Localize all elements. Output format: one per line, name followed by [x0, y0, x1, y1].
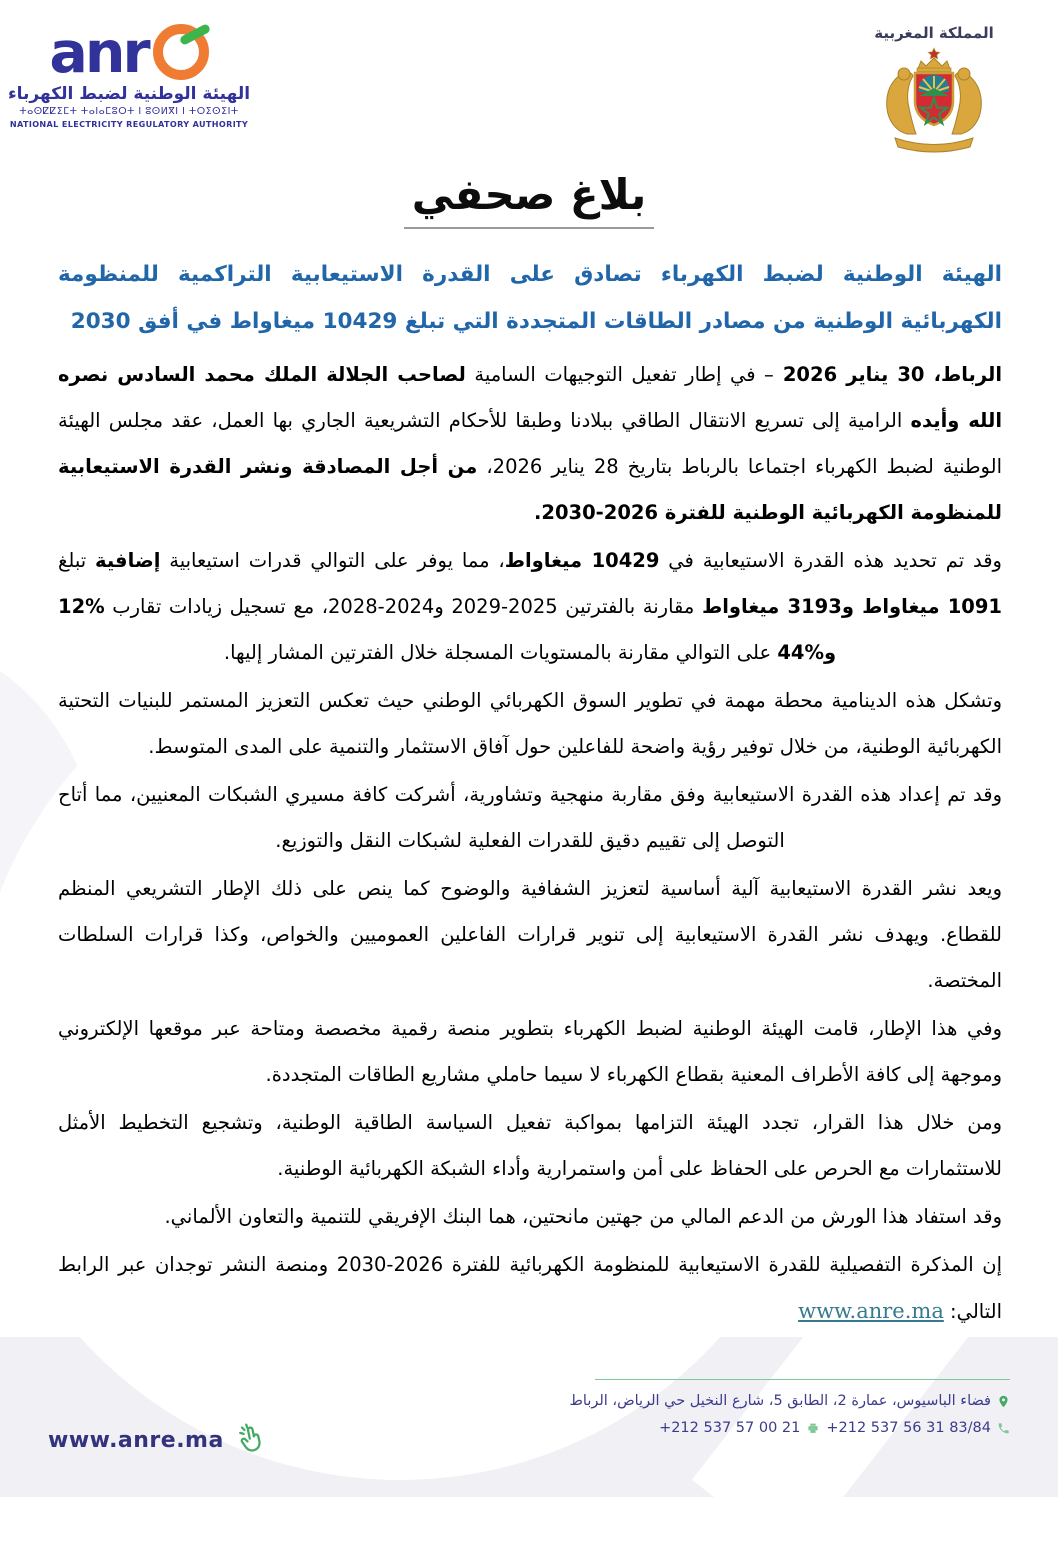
anre-e-power-icon	[153, 24, 209, 80]
paragraph: ومن خلال هذا القرار، تجدد الهيئة التزامها بمواكبة تفعيل السياسة الطاقية الوطنية، وتشجيع التخطيط الأمثل للاستثمارات مع الحرص على الحفاظ على أمن واستمرارية وأداء الشبكة الكهربائية الوطنية.	[58, 1110, 1002, 1180]
footer	[0, 1337, 1058, 1497]
paragraph: وقد استفاد هذا الورش من الدعم المالي من جهتين مانحتين، هما البنك الإفريقي للتنمية والتعاون الألماني.	[164, 1204, 1002, 1228]
paragraph: وقد تم تحديد هذه القدرة الاستيعابية في 10429 ميغاواط، مما يوفر على التوالي قدرات استيعابية إضافية تبلغ 1091 ميغاواط و3193 ميغاواط مقارنة بالفترتين 2025-2029 و2024-2028، مع تسجيل زيادات تقارب %12 و%44 على التوالي مقارنة بالمستويات المسجلة خلال الفترتين المشار إليها.	[58, 548, 1002, 664]
press-release-body	[58, 352, 1002, 1335]
anre-website-link[interactable]: www.anre.ma	[798, 1298, 944, 1323]
printer-icon	[806, 1422, 820, 1435]
footer-separator-line	[595, 1379, 1010, 1380]
title-wrap	[0, 170, 1058, 229]
page-title: بلاغ صحفي	[404, 170, 655, 229]
footer-address: فضاء الباسيوس، عمارة 2، الطابق 5، شارع النخيل حي الرياض، الرباط	[569, 1393, 991, 1409]
morocco-coat-of-arms-icon	[873, 46, 995, 154]
kingdom-block	[854, 24, 1014, 154]
footer-phone-number: +212 537 56 31 83/84	[826, 1419, 991, 1436]
paragraph: الرباط، 30 يناير 2026 – في إطار تفعيل التوجيهات السامية لصاحب الجلالة الملك محمد السادس نصره الله وأيده الرامية إلى تسريع الانتقال الطاقي ببلادنا وطبقا للأحكام التشريعية الجاري بها العمل، عقد مجلس الهيئة الوطنية لضبط الكهرباء اجتماعا بالرباط بتاريخ 28 يناير 2026، من أجل المصادقة ونشر القدرة الاستيعابية للمنظومة الكهربائية الوطنية للفترة 2026-2030.	[58, 362, 1003, 524]
anre-wordmark	[49, 20, 208, 86]
logo-english-name: NATIONAL ELECTRICITY REGULATORY AUTHORITY	[9, 119, 249, 129]
paragraph: وتشكل هذه الدينامية محطة مهمة في تطوير السوق الكهربائي الوطني حيث تعكس التعزيز المستمر للبنيات التحتية الكهربائية الوطنية، من خلال توفير رؤية واضحة للفاعلين حول آفاق الاستثمار والتنمية على المدى المتوسط.	[58, 688, 1002, 758]
phone-icon	[997, 1422, 1010, 1435]
footer-phone-row	[595, 1415, 1010, 1442]
footer-contact-block	[569, 1379, 1010, 1442]
paragraph: وقد تم إعداد هذه القدرة الاستيعابية وفق مقاربة منهجية وتشاورية، أشركت كافة مسيري الشبكات المعنيين، مما أتاح التوصل إلى تقييم دقيق للقدرات الفعلية لشبكات النقل والتوزيع.	[58, 782, 1002, 852]
footer-address-row	[569, 1388, 1010, 1415]
anre-wordmark-letters: anr	[49, 20, 148, 86]
logo-arabic-name: الهيئة الوطنية لضبط الكهرباء	[7, 84, 251, 104]
paragraph: وفي هذا الإطار، قامت الهيئة الوطنية لضبط الكهرباء بتطوير منصة رقمية مخصصة ومتاحة عبر موقعها الإلكتروني وموجهة إلى كافة الأطراف المعنية بقطاع الكهرباء لا سيما حاملي مشاريع الطاقات المتجددة.	[58, 1016, 1002, 1086]
paragraph: إن المذكرة التفصيلية للقدرة الاستيعابية للمنظومة الكهربائية للفترة 2026-2030 ومنصة النشر توجدان عبر الرابط التالي: www.anre.ma	[58, 1252, 1002, 1323]
location-pin-icon	[997, 1394, 1010, 1409]
anre-logo	[7, 20, 251, 129]
paragraph: ويعد نشر القدرة الاستيعابية آلية أساسية لتعزيز الشفافية والوضوح كما ينص على ذلك الإطار التشريعي المنظم للقطاع. ويهدف نشر القدرة الاستيعابية إلى تنوير قرارات الفاعلين العموميين والخواص، وكذا قرارات السلطات المختصة.	[58, 876, 1002, 992]
header	[0, 0, 1058, 154]
headline: الهيئة الوطنية لضبط الكهرباء تصادق على القدرة الاستيعابية التراكمية للمنظومة الكهربائية الوطنية من مصادر الطاقات المتجددة التي تبلغ 10429 ميغاواط في أفق 2030	[58, 262, 1002, 335]
footer-website	[48, 1421, 270, 1459]
footer-website-label: www.anre.ma	[48, 1427, 224, 1453]
hand-click-icon	[232, 1418, 273, 1462]
kingdom-of-morocco-label: المملكة المغربية	[874, 24, 994, 42]
logo-tifinagh-name: ⵜⴰⵙⵇⵇⵉⵎⵜ ⵜⴰⵏⴰⵎⵓⵔⵜ ⵏ ⵓⵙⵍⴳⵏ ⵏ ⵜⵔⵉⵙⵉⵏⵜ	[19, 106, 239, 117]
footer-fax-number: +212 537 57 00 21	[659, 1419, 801, 1436]
